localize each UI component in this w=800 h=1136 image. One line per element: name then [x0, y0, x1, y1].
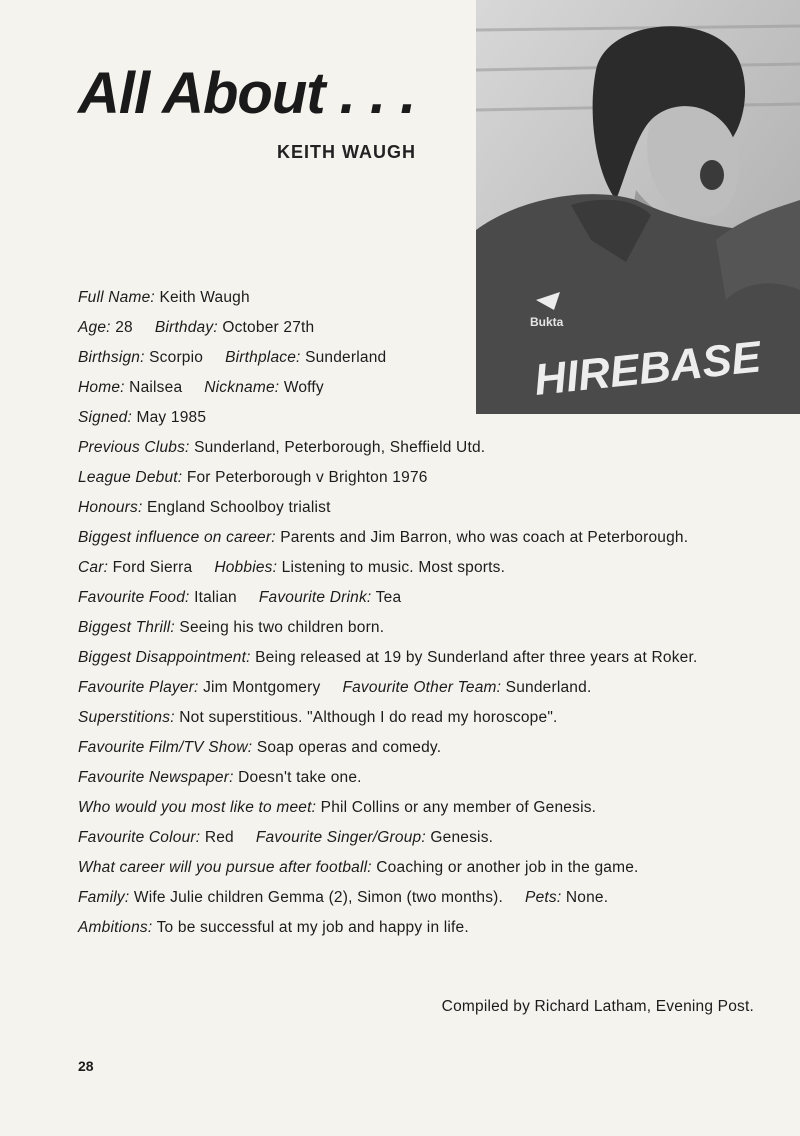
fact-age-birthday: Age: 28 Birthday: October 27th	[78, 319, 315, 336]
fact-biggest-influence: Biggest influence on career: Parents and Jim Barron, who was coach at Peterborough.	[78, 529, 689, 546]
fact-newspaper: Favourite Newspaper: Doesn't take one.	[78, 769, 362, 786]
fact-signed: Signed: May 1985	[78, 409, 207, 426]
fact-food-drink: Favourite Food: Italian Favourite Drink: Tea	[78, 589, 402, 606]
fact-family-pets: Family: Wife Julie children Gemma (2), Simon (two months). Pets: None.	[78, 889, 609, 906]
fact-honours: Honours: England Schoolboy trialist	[78, 499, 331, 516]
fact-most-like-to-meet: Who would you most like to meet: Phil Collins or any member of Genesis.	[78, 799, 597, 816]
fact-film-tv: Favourite Film/TV Show: Soap operas and comedy.	[78, 739, 442, 756]
fact-superstitions: Superstitions: Not superstitious. "Although I do read my horoscope".	[78, 709, 558, 726]
fact-full-name: Full Name: Keith Waugh	[78, 289, 250, 306]
fact-biggest-disappointment: Biggest Disappointment: Being released at 19 by Sunderland after three years at Roker.	[78, 649, 698, 666]
shirt-sponsor-text: HIREBASE	[531, 332, 764, 405]
page-title: All About . . .	[78, 61, 416, 126]
player-facts	[78, 288, 758, 948]
fact-player-team: Favourite Player: Jim Montgomery Favourite Other Team: Sunderland.	[78, 679, 592, 696]
page-number: 28	[78, 1058, 94, 1074]
fact-league-debut: League Debut: For Peterborough v Brighton 1976	[78, 469, 428, 486]
fact-ambitions: Ambitions: To be successful at my job and happy in life.	[78, 919, 469, 936]
fact-colour-singer: Favourite Colour: Red Favourite Singer/Group: Genesis.	[78, 829, 494, 846]
fact-car-hobbies: Car: Ford Sierra Hobbies: Listening to music. Most sports.	[78, 559, 506, 576]
shirt-badge-text: Bukta	[530, 315, 564, 329]
player-name-heading: KEITH WAUGH	[277, 142, 416, 162]
fact-biggest-thrill: Biggest Thrill: Seeing his two children born.	[78, 619, 385, 636]
fact-previous-clubs: Previous Clubs: Sunderland, Peterborough, Sheffield Utd.	[78, 439, 486, 456]
fact-home-nickname: Home: Nailsea Nickname: Woffy	[78, 379, 324, 396]
fact-birthsign-birthplace: Birthsign: Scorpio Birthplace: Sunderland	[78, 349, 387, 366]
compiled-by-credit: Compiled by Richard Latham, Evening Post.	[441, 998, 754, 1015]
fact-career-after-football: What career will you pursue after football: Coaching or another job in the game.	[78, 859, 639, 876]
